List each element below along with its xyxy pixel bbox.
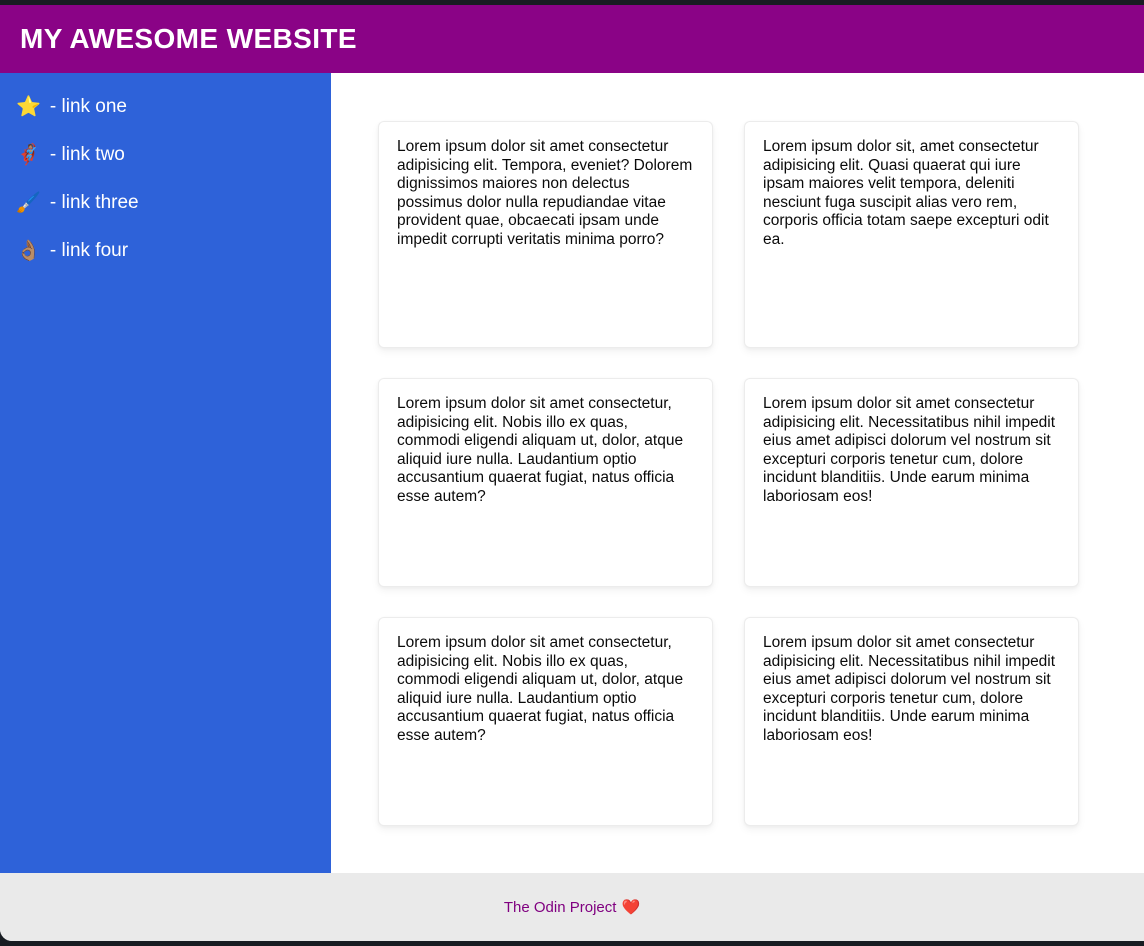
sidebar-link-two-label: - link two bbox=[49, 144, 125, 165]
heart-icon: ❤️ bbox=[621, 899, 641, 916]
page-title: MY AWESOME WEBSITE bbox=[20, 23, 358, 54]
sidebar-link-four[interactable] bbox=[16, 237, 321, 265]
sidebar-link-four-label: - link four bbox=[49, 240, 129, 261]
card-5 bbox=[378, 617, 713, 826]
body-row bbox=[0, 73, 1144, 873]
sidebar-link-one-label: - link one bbox=[49, 96, 128, 117]
sidebar-link-one[interactable] bbox=[16, 93, 321, 121]
ok-hand-icon: 👌🏽 bbox=[16, 240, 41, 262]
header bbox=[0, 5, 1144, 73]
paintbrush-icon: 🖌️ bbox=[16, 192, 41, 214]
main-content bbox=[331, 73, 1144, 873]
card-3-text: Lorem ipsum dolor sit amet consectetur, adipisicing elit. Nobis illo ex quas, commodi eligendi aliquam ut, dolor, atque aliquid iure nulla. Laudantium optio accusantium quaerat fugiat, natus officia esse autem? bbox=[397, 395, 684, 505]
card-2-text: Lorem ipsum dolor sit, amet consectetur adipisicing elit. Quasi quaerat qui iure ipsam maiores velit tempora, deleniti nesciunt fuga suscipit alias vero rem, corporis officia totam saepe excepturi odit ea. bbox=[763, 138, 1049, 248]
superhero-icon: 🦸🏽 bbox=[16, 144, 41, 166]
card-4-text: Lorem ipsum dolor sit amet consectetur adipisicing elit. Necessitatibus nihil impedit eius amet adipisci dolorum vel nostrum sit excepturi corporis tenetur cum, dolore incidunt blanditiis. Unde earum minima laboriosam eos! bbox=[763, 395, 1056, 505]
card-2 bbox=[744, 121, 1079, 348]
footer bbox=[0, 873, 1144, 941]
page bbox=[0, 5, 1144, 941]
card-4 bbox=[744, 378, 1079, 587]
sidebar-link-three[interactable] bbox=[16, 189, 321, 217]
star-icon: ⭐ bbox=[16, 96, 41, 118]
sidebar-link-three-label: - link three bbox=[49, 192, 139, 213]
card-3 bbox=[378, 378, 713, 587]
sidebar bbox=[0, 73, 331, 873]
footer-odin-project-link[interactable]: The Odin Project bbox=[503, 898, 617, 916]
card-6 bbox=[744, 617, 1079, 826]
card-1-text: Lorem ipsum dolor sit amet consectetur adipisicing elit. Tempora, eveniet? Dolorem dignissimos maiores non delectus possimus dolor nulla repudiandae vitae provident quae, obcaecati ipsam unde impedit corrupti veritatis minima porro? bbox=[397, 138, 693, 248]
card-6-text: Lorem ipsum dolor sit amet consectetur adipisicing elit. Necessitatibus nihil impedit eius amet adipisci dolorum vel nostrum sit excepturi corporis tenetur cum, dolore incidunt blanditiis. Unde earum minima laboriosam eos! bbox=[763, 634, 1056, 744]
card-1 bbox=[378, 121, 713, 348]
card-grid bbox=[378, 121, 1079, 826]
card-5-text: Lorem ipsum dolor sit amet consectetur, adipisicing elit. Nobis illo ex quas, commodi eligendi aliquam ut, dolor, atque aliquid iure nulla. Laudantium optio accusantium quaerat fugiat, natus officia esse autem? bbox=[397, 634, 684, 744]
sidebar-link-two[interactable] bbox=[16, 141, 321, 169]
